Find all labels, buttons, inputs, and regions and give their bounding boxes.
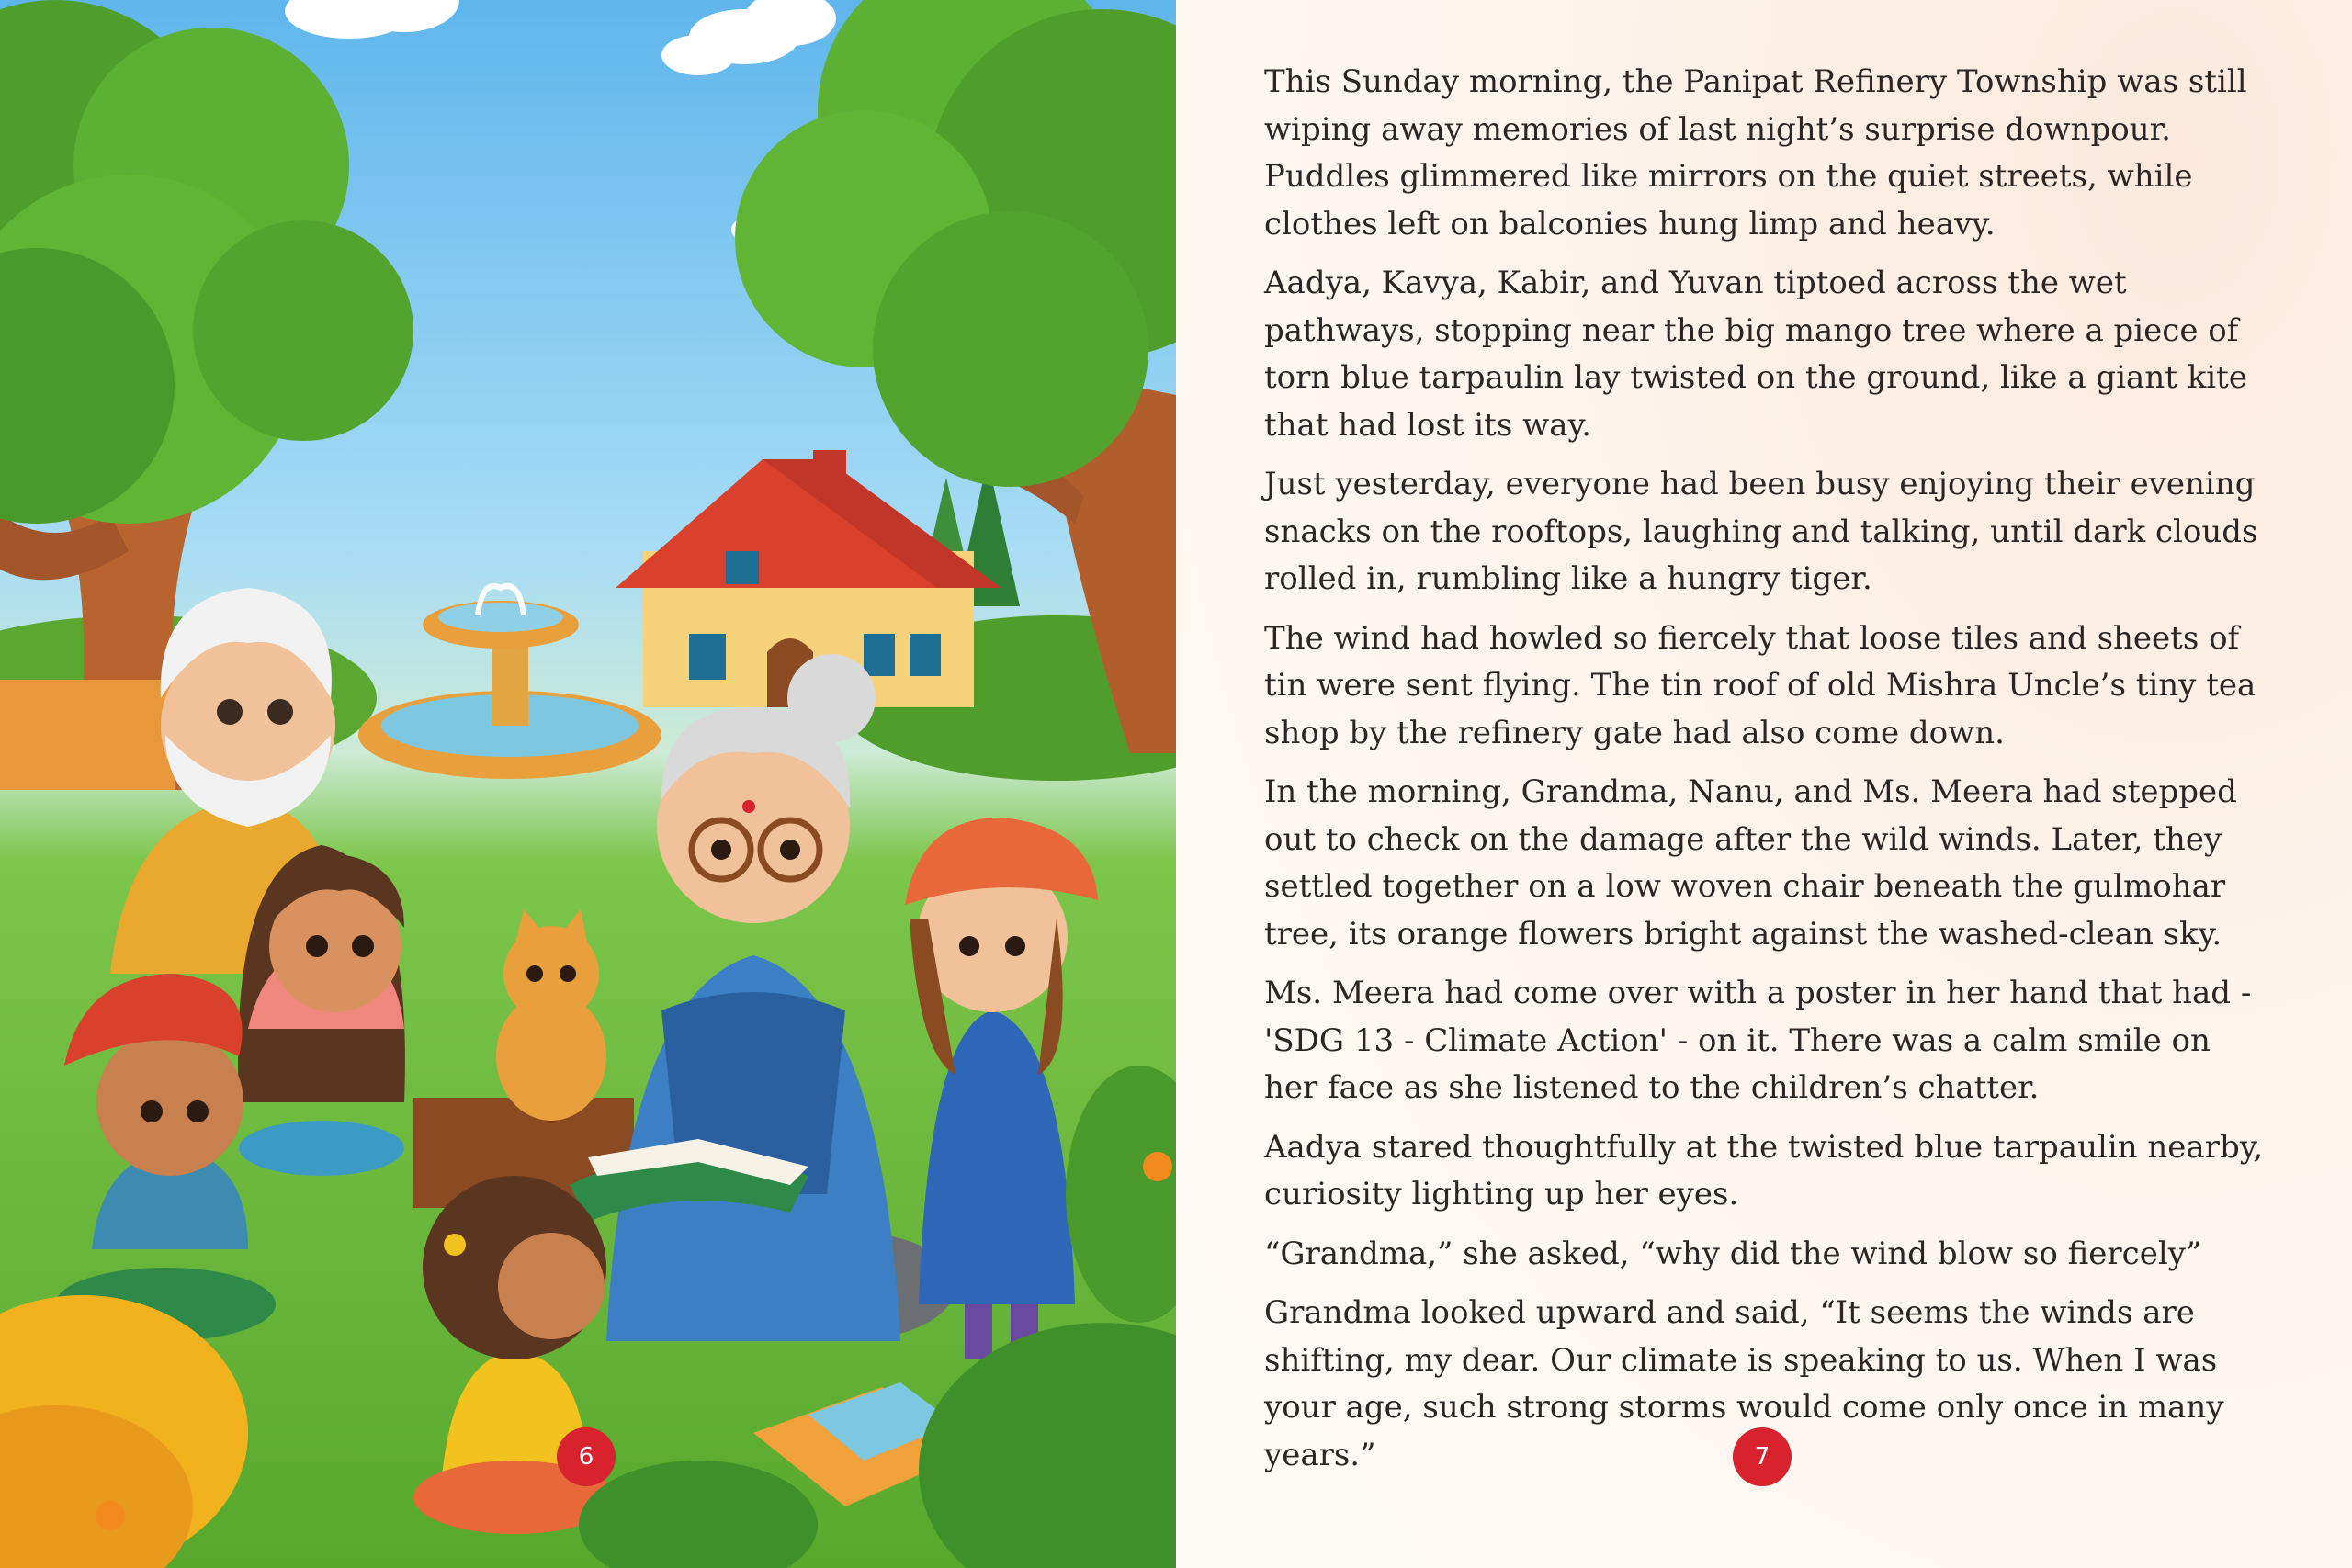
- story-paragraph: Aadya stared thoughtfully at the twisted blue tarpaulin nearby, curiosity lighting up her eyes.: [1264, 1128, 2264, 1213]
- story-paragraph: Aadya, Kavya, Kabir, and Yuvan tiptoed across the wet pathways, stopping near the big mango tree where a piece of torn blue tarpaulin lay twisted on the ground, like a giant kite that had lost its way.: [1264, 265, 2247, 444]
- story-text: [1264, 59, 2266, 1491]
- story-paragraph: In the morning, Grandma, Nanu, and Ms. Meera had stepped out to check on the damage after the wild winds. Later, they settled together on a low woven chair beneath the gulmohar tree, its orange flowers bright against the washed-clean sky.: [1264, 773, 2237, 953]
- brick-wall: [0, 680, 175, 790]
- story-paragraph: Just yesterday, everyone had been busy enjoying their evening snacks on the rooftops, laughing and talking, until dark clouds rolled in, rumbling like a hungry tiger.: [1264, 466, 2258, 597]
- story-paragraph: The wind had howled so fiercely that loose tiles and sheets of tin were sent flying. The tin roof of old Mishra Uncle’s tiny tea shop by the refinery gate had also come down.: [1264, 619, 2256, 751]
- story-paragraph: Grandma looked upward and said, “It seems the winds are shifting, my dear. Our climate is speaking to us. When I was your age, such strong storms would come only once in many years.”: [1264, 1294, 2224, 1473]
- page-number-right: 7: [1733, 1427, 1792, 1486]
- fountain: [358, 586, 662, 779]
- girl-with-cap: [905, 818, 1098, 1359]
- page-number-left: 6: [557, 1427, 616, 1486]
- story-paragraph: “Grandma,” she asked, “why did the wind blow so fiercely”: [1264, 1235, 2202, 1272]
- story-paragraph: This Sunday morning, the Panipat Refinery Township was still wiping away memories of last night’s surprise downpour. Puddles glimmered like mirrors on the quiet streets, while clothes left on balconies hung limp and heavy.: [1264, 63, 2247, 243]
- story-paragraph: Ms. Meera had come over with a poster in her hand that had - 'SDG 13 - Climate Action' - on it. There was a calm smile on her face as she listened to the children’s chatter.: [1264, 975, 2252, 1106]
- right-page: [1176, 0, 2352, 1568]
